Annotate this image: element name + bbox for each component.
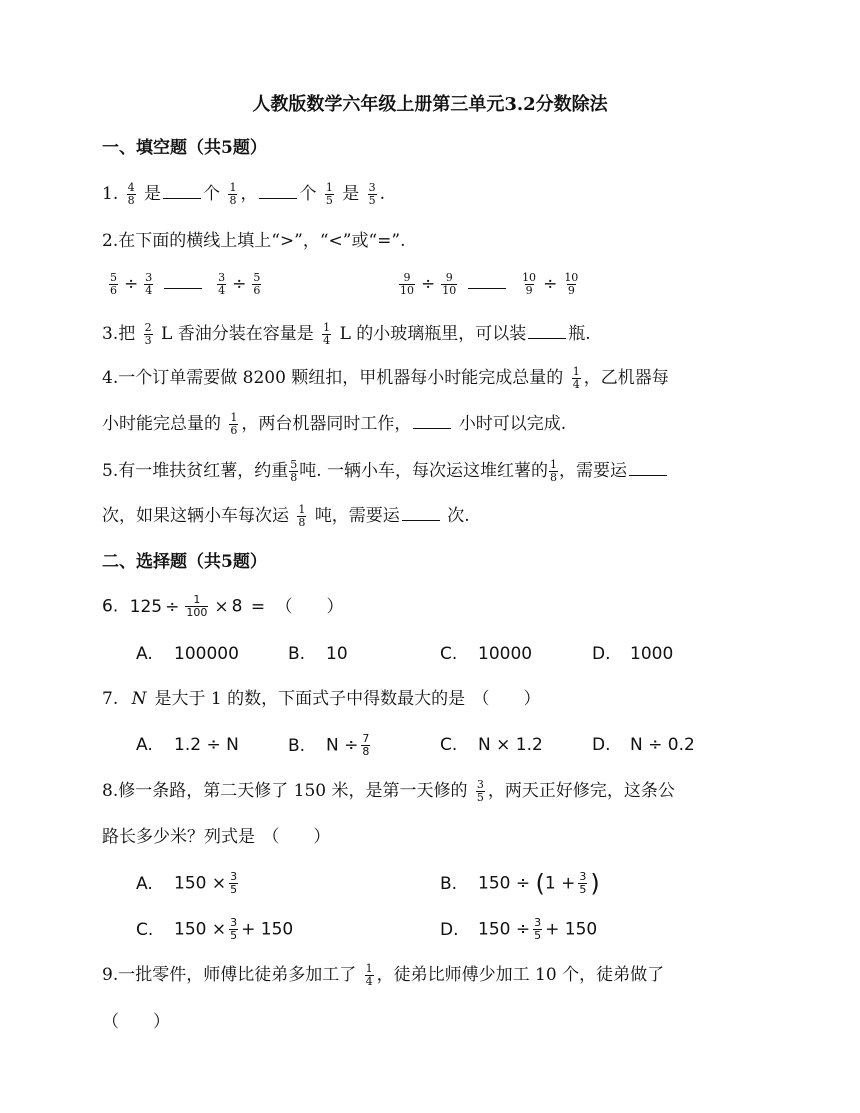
question-6 (102, 594, 345, 619)
question-2-text: 2.在下面的横线上填上“>”，“<”或“=”. (102, 231, 406, 251)
answer-blank[interactable] (259, 182, 297, 199)
fraction: $\frac{1}{8}$ (550, 458, 558, 484)
option-d[interactable]: D. 1000 (592, 644, 674, 664)
question-8-line-1 (102, 779, 675, 804)
answer-parentheses[interactable]: （ ） (102, 1012, 170, 1032)
fraction: $\frac{1}{6}$ (230, 411, 238, 437)
question-number: 7. (102, 689, 119, 709)
answer-parentheses[interactable]: （ ） (472, 689, 541, 709)
operator: ÷ (421, 274, 436, 294)
question-5-line-1 (102, 459, 669, 484)
text: 次. (447, 506, 470, 526)
question-number: 1. (102, 184, 119, 204)
fraction: $\frac{5}{6}$ (110, 271, 117, 297)
fraction: $\frac{1}{4}$ (323, 321, 331, 347)
answer-blank[interactable] (528, 322, 566, 339)
text: ，需要运 (559, 461, 628, 481)
fraction: $\frac{1}{5}$ (325, 181, 333, 207)
question-3 (102, 322, 591, 347)
fraction: $\frac{10}{9}$ (522, 271, 537, 297)
answer-parentheses[interactable]: （ ） (262, 827, 331, 847)
question-4-line-2 (102, 412, 566, 437)
answer-blank[interactable] (163, 182, 201, 199)
text: ， (240, 184, 258, 204)
fraction: $\frac{1}{4}$ (572, 365, 580, 391)
fraction: $\frac{2}{3}$ (144, 321, 152, 347)
fraction: $\frac{9}{10}$ (400, 271, 414, 297)
option-c[interactable]: C. 150 × $\frac{3}{5}$ + 150 (136, 916, 294, 942)
text: L 香油分装在容量是 (161, 324, 314, 344)
option-d[interactable]: D. 150 ÷ $\frac{3}{5}$ + 150 (440, 916, 598, 942)
question-1 (102, 182, 385, 207)
fraction: $\frac{9}{10}$ (442, 271, 457, 297)
fraction: $\frac{3}{5}$ (230, 870, 238, 896)
fraction: $\frac{3}{5}$ (534, 916, 542, 942)
option-b[interactable]: B. 150 ÷ (1 + $\frac{3}{5}$ ) (440, 869, 600, 898)
operator: ÷ (165, 596, 180, 617)
fraction: $\frac{7}{8}$ (362, 732, 370, 758)
text: 个 (203, 184, 221, 204)
question-7 (102, 687, 543, 711)
operator: ÷ (543, 274, 558, 294)
text: 吨. 一辆小车，每次运这堆红薯的 (299, 461, 549, 481)
text: 个 (299, 184, 317, 204)
text: 小时能完总量的 (102, 414, 221, 434)
answer-blank[interactable] (164, 272, 202, 289)
question-number: 6. (102, 596, 119, 617)
text: . (379, 184, 386, 204)
text: ，两天正好修完，这条公 (487, 781, 675, 801)
text: 是大于 1 的数，下面式子中得数最大的是 (154, 689, 466, 709)
operator: ÷ (232, 274, 247, 294)
answer-blank[interactable] (468, 272, 506, 289)
answer-blank[interactable] (402, 504, 440, 521)
option-a[interactable]: A. 100000 (136, 644, 239, 664)
text: 瓶. (568, 324, 591, 344)
answer-blank[interactable] (413, 412, 451, 429)
section-choice-heading: 二、选择题（共5题） (102, 552, 267, 572)
option-a[interactable]: A. 1.2 ÷ N (136, 735, 239, 755)
question-9-line-2 (100, 1010, 172, 1034)
question-5-line-2 (102, 504, 470, 529)
text: 4.一个订单需要做 8200 颗纽扣，甲机器每小时能完成总量的 (102, 368, 564, 388)
text: 5.有一堆扶贫红薯，约重 (102, 461, 289, 481)
option-b[interactable]: B. N ÷ $\frac{7}{8}$ (288, 732, 370, 758)
fraction: $\frac{3}{5}$ (476, 778, 484, 804)
fraction: $\frac{1}{8}$ (298, 503, 306, 529)
fraction: $\frac{1}{8}$ (229, 181, 237, 207)
fraction: $\frac{3}{4}$ (145, 271, 153, 297)
fraction: $\frac{3}{5}$ (368, 181, 376, 207)
fraction: $\frac{10}{9}$ (564, 271, 579, 297)
question-8-line-2 (102, 825, 332, 849)
fraction: $\frac{3}{5}$ (579, 870, 587, 896)
fraction: $\frac{1}{4}$ (365, 962, 373, 988)
text: 3.把 (102, 324, 136, 344)
question-2-left-compare (106, 272, 264, 297)
fraction: $\frac{1}{100}$ (186, 593, 208, 619)
option-b[interactable]: B. 10 (288, 644, 348, 664)
variable: N (131, 689, 147, 709)
text: 路长多少米？列式是 (102, 827, 255, 847)
operator: × (214, 596, 229, 617)
text: ，乙机器每 (583, 368, 669, 388)
operator: = (250, 596, 266, 617)
text: 吨，需要运 (314, 506, 400, 526)
question-9-line-1 (102, 963, 664, 988)
fraction: $\frac{3}{5}$ (230, 916, 238, 942)
answer-blank[interactable] (629, 459, 667, 476)
fraction: $\frac{4}{8}$ (127, 181, 135, 207)
text: L 的小玻璃瓶里，可以装 (339, 324, 527, 344)
fraction: $\frac{3}{4}$ (218, 271, 226, 297)
page-title: 人教版数学六年级上册第三单元3.2分数除法 (252, 94, 608, 115)
text: 是 (342, 184, 360, 204)
answer-parentheses[interactable]: （ ） (275, 596, 344, 617)
text: 是 (144, 184, 162, 204)
number: 8 (231, 596, 243, 617)
number: 125 (129, 596, 163, 617)
option-a[interactable]: A. 150 × $\frac{3}{5}$ (136, 870, 238, 896)
operator: ÷ (124, 274, 139, 294)
question-4-line-1 (102, 366, 669, 391)
fraction: $\frac{5}{8}$ (290, 458, 298, 484)
question-2-right-compare (396, 272, 582, 297)
fraction: $\frac{5}{6}$ (253, 271, 261, 297)
text: 9.一批零件，师傅比徒弟多加工了 (102, 965, 357, 985)
option-d[interactable]: D. N ÷ 0.2 (592, 735, 695, 755)
text: ，两台机器同时工作， (241, 414, 412, 434)
text: 次，如果这辆小车每次运 (102, 506, 289, 526)
section-fill-blank-heading: 一、填空题（共5题） (102, 138, 267, 158)
option-c[interactable]: C. N × 1.2 (440, 735, 543, 755)
option-c[interactable]: C. 10000 (440, 644, 533, 664)
text: ，徒弟比师傅少加工 10 个，徒弟做了 (376, 965, 665, 985)
text: 小时可以完成. (458, 414, 567, 434)
text: 8.修一条路，第二天修了 150 米，是第一天修的 (102, 781, 468, 801)
